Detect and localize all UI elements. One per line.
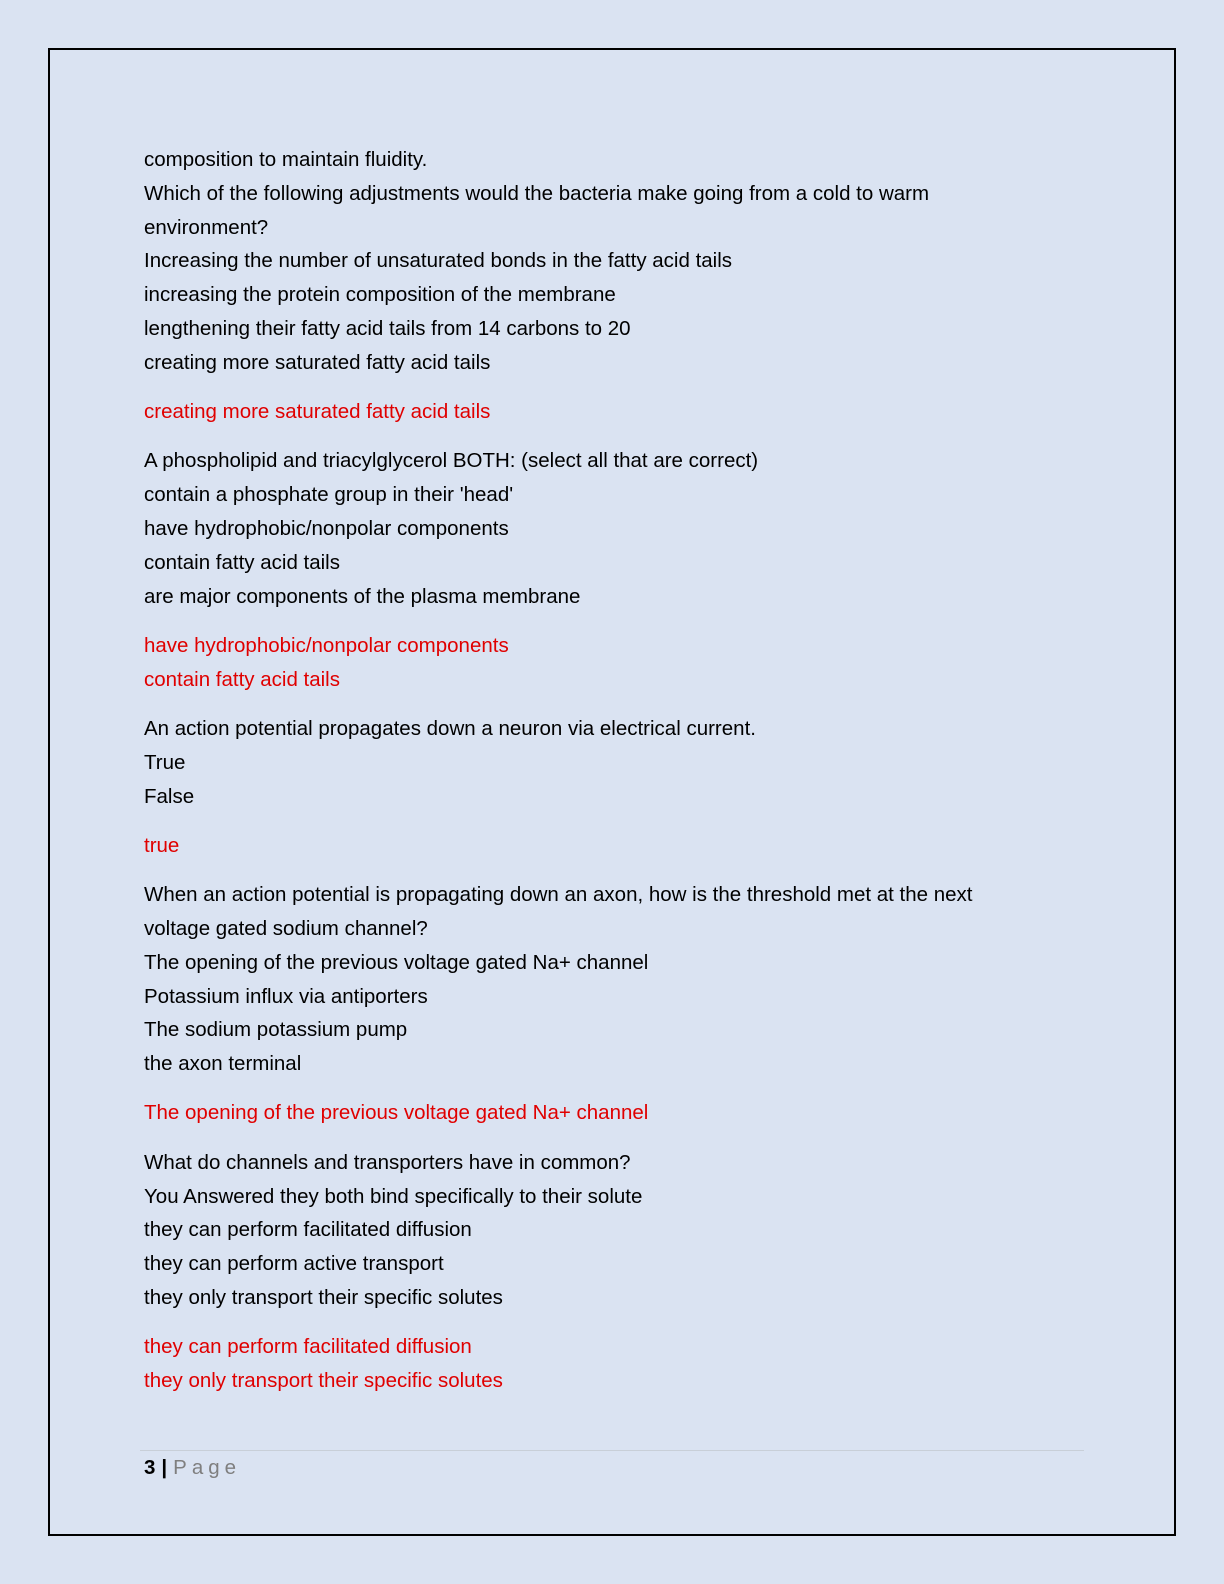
correct-answer-block-3 <box>144 829 1084 863</box>
question-block-4 <box>144 878 1084 1081</box>
footer-separator: | <box>161 1456 168 1479</box>
correct-answer-block-4 <box>144 1096 1084 1130</box>
answer-option: lengthening their fatty acid tails from 14 carbons to 20 <box>144 316 631 340</box>
question-text: composition to maintain fluidity. <box>144 148 428 171</box>
correct-answer: creating more saturated fatty acid tails <box>144 400 491 424</box>
footer-divider <box>140 1450 1084 1451</box>
answer-option: The opening of the previous voltage gated Na+ channel <box>144 950 649 974</box>
answer-option: Increasing the number of unsaturated bonds in the fatty acid tails <box>144 249 733 273</box>
correct-answer: they only transport their specific solutes <box>144 1369 503 1392</box>
answer-option: have hydrophobic/nonpolar components <box>144 516 509 540</box>
answer-option: contain fatty acid tails <box>144 550 340 574</box>
correct-answer: The opening of the previous voltage gated Na+ channel <box>144 1101 649 1125</box>
answer-option: are major components of the plasma membrane <box>144 584 581 608</box>
correct-answer: they can perform facilitated diffusion <box>144 1335 472 1359</box>
answer-option: they can perform active transport <box>144 1252 444 1276</box>
answer-option: they can perform facilitated diffusion <box>144 1218 472 1242</box>
question-block-3 <box>144 712 1084 813</box>
page-number: 3 <box>144 1456 156 1479</box>
question-block-2 <box>144 444 1084 613</box>
question-text: What do channels and transporters have in common? <box>144 1150 631 1174</box>
answer-option: the axon terminal <box>144 1052 302 1076</box>
page-label: Page <box>173 1456 242 1479</box>
document-body <box>144 143 1084 1398</box>
answer-option: contain a phosphate group in their 'head' <box>144 483 514 507</box>
answer-option: they only transport their specific solutes <box>144 1285 503 1309</box>
answer-option: The sodium potassium pump <box>144 1018 408 1042</box>
correct-answer: contain fatty acid tails <box>144 667 340 691</box>
question-text: An action potential propagates down a neuron via electrical current. <box>144 716 756 740</box>
question-block-1 <box>144 143 1084 380</box>
correct-answer-block-1 <box>144 395 1084 429</box>
answer-option: increasing the protein composition of the membrane <box>144 283 616 307</box>
question-text: When an action potential is propagating down an axon, how is the threshold met at the next <box>144 883 973 907</box>
question-text: environment? <box>144 215 269 239</box>
correct-answer: have hydrophobic/nonpolar components <box>144 633 509 657</box>
answer-option: True <box>144 750 186 774</box>
question-text: voltage gated sodium channel? <box>144 916 428 940</box>
correct-answer-block-2 <box>144 629 1084 697</box>
answer-option: You Answered they both bind specifically to their solute <box>144 1184 643 1208</box>
question-text: Which of the following adjustments would the bacteria make going from a cold to warm <box>144 181 930 205</box>
correct-answer: true <box>144 833 180 857</box>
answer-option: False <box>144 784 195 808</box>
page-footer <box>144 1455 241 1481</box>
question-block-5 <box>144 1146 1084 1315</box>
correct-answer-block-5 <box>144 1330 1084 1398</box>
question-text: A phospholipid and triacylglycerol BOTH: (select all that are correct) <box>144 449 759 473</box>
answer-option: Potassium influx via antiporters <box>144 984 428 1008</box>
answer-option: creating more saturated fatty acid tails <box>144 350 491 374</box>
